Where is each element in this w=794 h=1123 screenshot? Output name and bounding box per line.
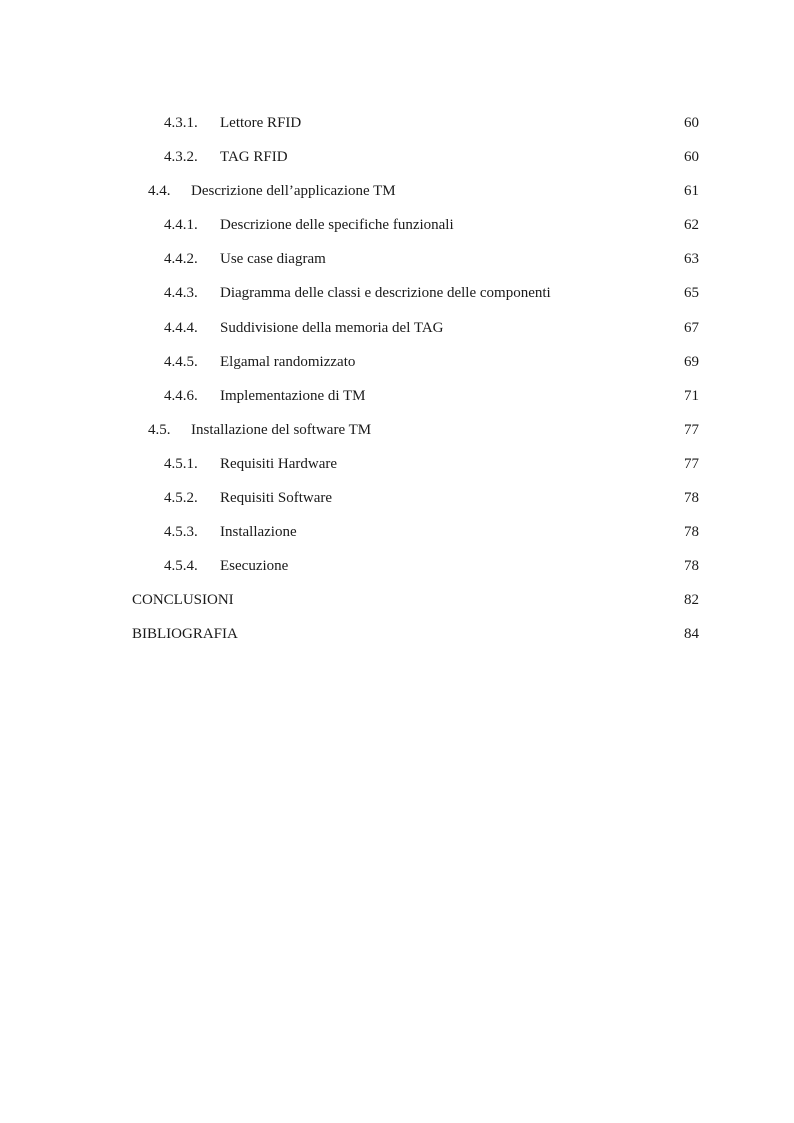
toc-entry-4-5-1 — [132, 454, 699, 488]
toc-entry-4-4-6 — [132, 386, 699, 420]
toc-entry-page: 60 — [684, 149, 699, 166]
toc-entry-4-5-4 — [132, 556, 699, 590]
toc-entry-title: Esecuzione — [220, 558, 289, 575]
toc-entry-4-4 — [132, 181, 699, 215]
toc-entry-4-4-3 — [132, 283, 699, 317]
toc-entry-4-4-4 — [132, 318, 699, 352]
toc-entry-4-3-1 — [132, 113, 699, 147]
toc-entry-page: 61 — [684, 183, 699, 200]
toc-entry-page: 78 — [684, 524, 699, 541]
toc-entry-number: 4.5.3. — [164, 524, 198, 541]
toc-entry-page: 77 — [684, 421, 699, 438]
toc-entry-number: 4.5. — [148, 421, 171, 438]
toc-entry-number: 4.5.2. — [164, 490, 198, 507]
toc-entry-page: 63 — [684, 251, 699, 268]
toc-entry-page: 65 — [684, 285, 699, 302]
toc-entry-number: 4.4.5. — [164, 353, 198, 370]
toc-entry-title: Installazione del software TM — [191, 421, 372, 438]
toc-entry-4-5 — [132, 420, 699, 454]
toc-entry-title: Descrizione dell’applicazione TM — [191, 183, 396, 200]
toc-entry-title: Requisiti Software — [220, 490, 333, 507]
toc-entry-4-5-3 — [132, 522, 699, 556]
toc-entry-number: 4.5.4. — [164, 558, 198, 575]
toc-entry-page: 77 — [684, 455, 699, 472]
toc-entry-page: 78 — [684, 490, 699, 507]
toc-entry-page: 69 — [684, 353, 699, 370]
toc-entry-title: Suddivisione della memoria del TAG — [220, 319, 444, 336]
toc-entry-4-4-2 — [132, 249, 699, 283]
toc-entry-4-4-5 — [132, 352, 699, 386]
toc-entry-title: Lettore RFID — [220, 115, 302, 131]
toc-entry-number: 4.4. — [148, 183, 171, 200]
toc-entry-4-5-2 — [132, 488, 699, 522]
toc-entry-title: Diagramma delle classi e descrizione delle componenti — [220, 285, 551, 302]
toc-entry-page: 84 — [684, 626, 699, 643]
toc-entry-number: 4.4.2. — [164, 251, 198, 268]
toc-entry-title: Use case diagram — [220, 251, 326, 268]
toc-entry-conclusioni — [132, 590, 699, 624]
toc-entry-page: 78 — [684, 558, 699, 575]
table-of-contents — [132, 113, 699, 659]
toc-entry-title: CONCLUSIONI — [132, 592, 234, 609]
toc-entry-number: 4.4.4. — [164, 319, 198, 336]
toc-entry-title: Descrizione delle specifiche funzionali — [220, 217, 454, 234]
toc-entry-title: Implementazione di TM — [220, 387, 366, 404]
toc-entry-bibliografia — [132, 624, 699, 658]
toc-entry-title: Installazione — [220, 524, 297, 541]
toc-entry-4-4-1 — [132, 215, 699, 249]
toc-entry-page: 62 — [684, 217, 699, 234]
toc-entry-number: 4.4.1. — [164, 217, 198, 234]
toc-entry-page: 67 — [684, 319, 699, 336]
toc-entry-4-3-2 — [132, 147, 699, 181]
toc-entry-page: 60 — [684, 115, 699, 131]
toc-entry-title: TAG RFID — [220, 149, 288, 166]
toc-entry-title: Requisiti Hardware — [220, 455, 338, 472]
toc-entry-title: Elgamal randomizzato — [220, 353, 356, 370]
toc-entry-number: 4.3.1. — [164, 115, 198, 131]
toc-entry-number: 4.4.6. — [164, 387, 198, 404]
toc-entry-title: BIBLIOGRAFIA — [132, 626, 238, 643]
toc-entry-number: 4.4.3. — [164, 285, 198, 302]
toc-entry-page: 82 — [684, 592, 699, 609]
toc-entry-number: 4.5.1. — [164, 455, 198, 472]
toc-entry-page: 71 — [684, 387, 699, 404]
toc-entry-number: 4.3.2. — [164, 149, 198, 166]
